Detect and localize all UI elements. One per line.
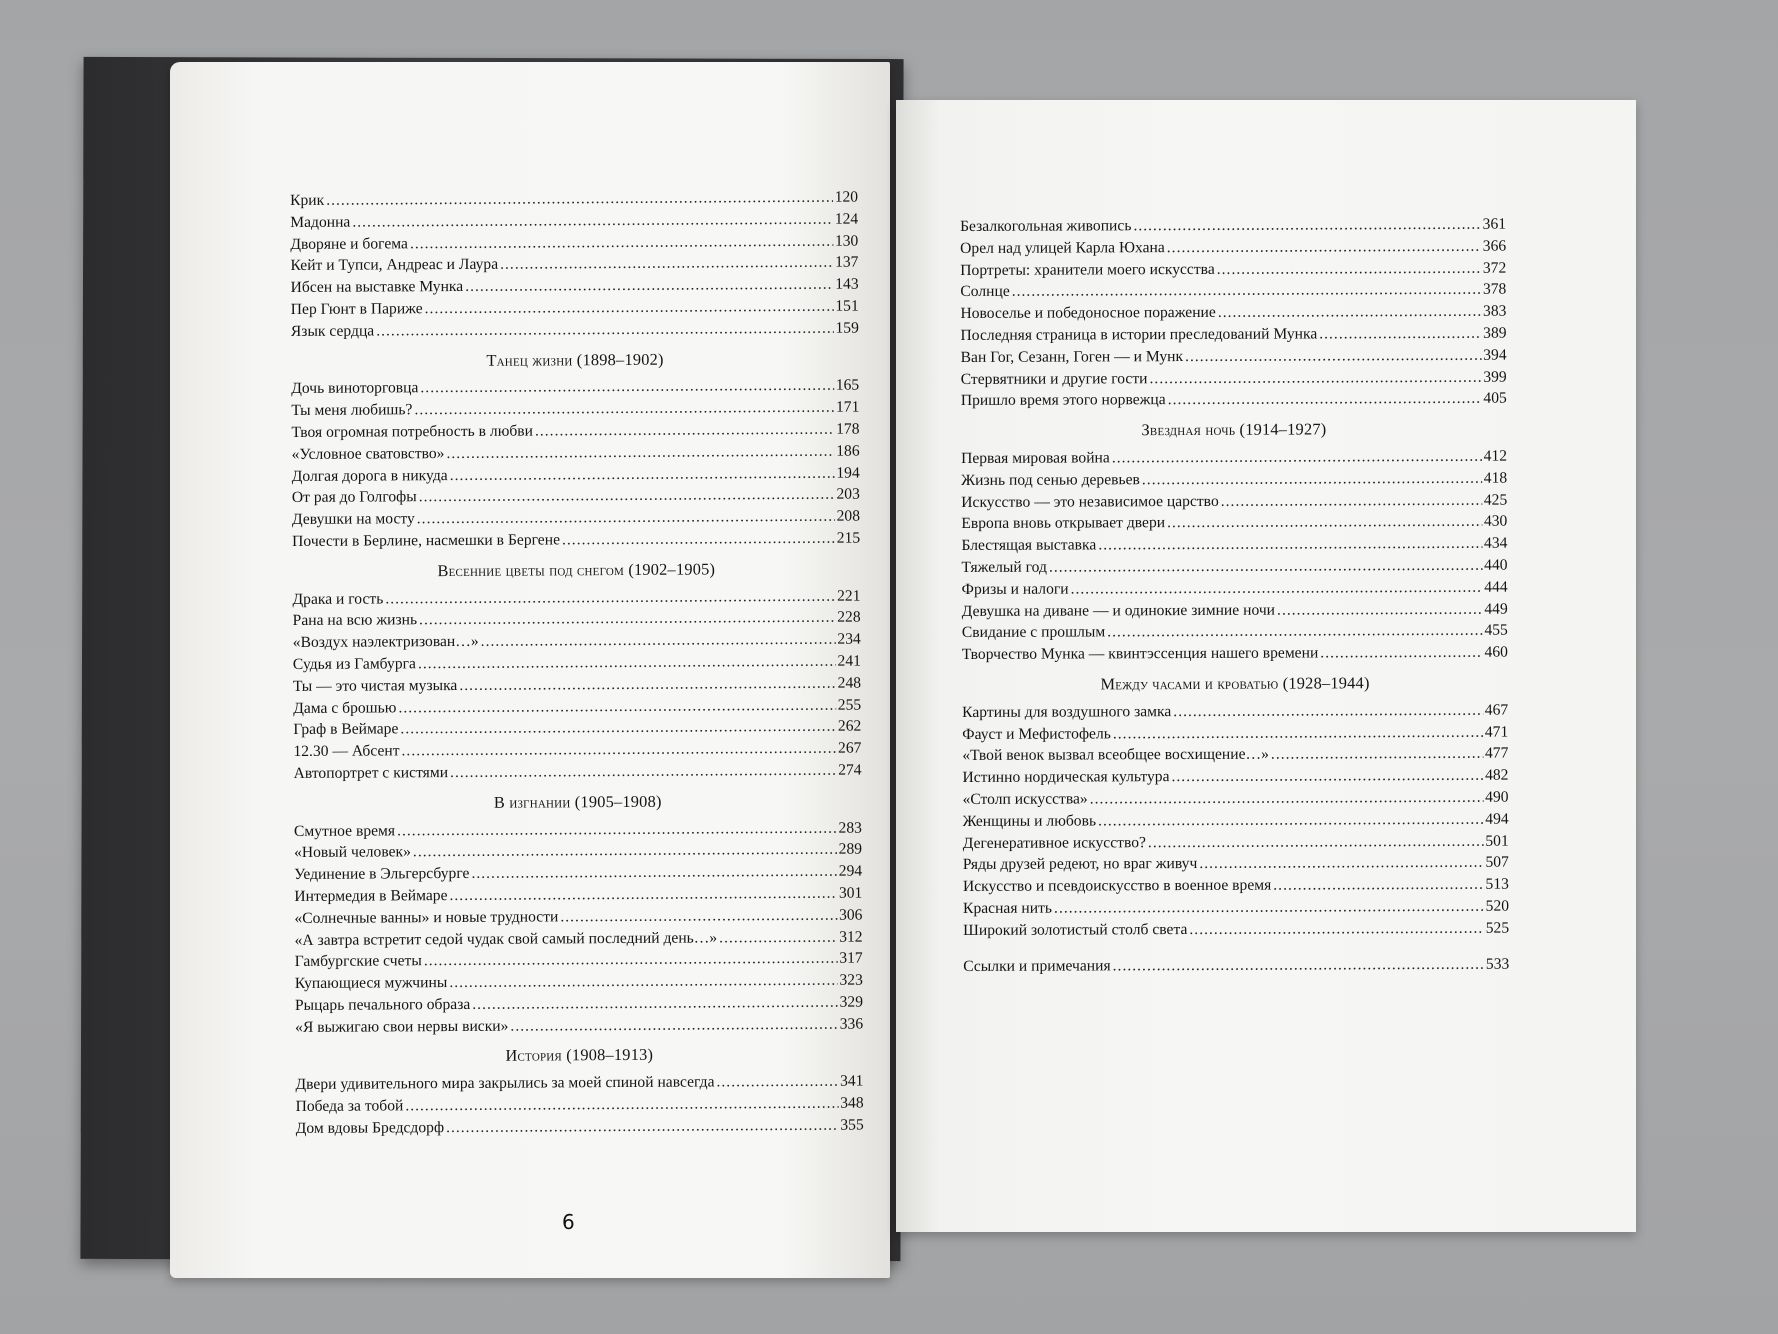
toc-entry-page: 444 <box>1484 578 1508 596</box>
toc-entry-page: 425 <box>1483 491 1508 509</box>
toc-entry-page: 434 <box>1484 534 1508 552</box>
toc-leader-dots <box>510 1013 837 1037</box>
toc-entry <box>963 874 1509 898</box>
toc-leader-dots <box>419 607 835 631</box>
toc-entry-page: 389 <box>1483 324 1507 342</box>
toc-leader-dots <box>1199 852 1483 875</box>
toc-entry-page: 248 <box>837 674 862 692</box>
toc-leader-dots <box>1054 896 1484 920</box>
section-heading: В изгнании (1905–1908) <box>493 791 662 812</box>
toc-entry-page: 159 <box>835 319 859 337</box>
page-number: 6 <box>562 1210 575 1234</box>
toc-leader-dots <box>1217 257 1481 280</box>
toc-leader-dots <box>562 528 835 551</box>
toc-entry <box>961 467 1507 491</box>
toc-entry-page: 460 <box>1484 643 1508 661</box>
toc-entry-title: Портреты: хранители моего искусства <box>960 260 1215 279</box>
toc-leader-dots <box>424 948 838 972</box>
toc-entry-page: 372 <box>1482 259 1507 277</box>
toc-entry-title: Кейт и Тупси, Андреас и Лаура <box>290 256 499 275</box>
toc-entry-title: «Воздух наэлектризован…» <box>292 632 479 652</box>
toc-entry <box>961 366 1507 390</box>
right-table-of-contents <box>960 214 1509 978</box>
toc-entry-page: 283 <box>838 819 862 837</box>
toc-leader-dots <box>417 506 835 530</box>
toc-entry-page: 361 <box>1482 215 1507 233</box>
toc-leader-dots <box>1142 467 1482 490</box>
toc-entry <box>961 344 1507 368</box>
toc-entry-page: 178 <box>836 420 860 438</box>
toc-entry-page: 336 <box>839 1015 864 1033</box>
toc-leader-dots <box>400 716 836 740</box>
toc-entry-page: 294 <box>838 862 863 880</box>
toc-entry-title: Ссылки и примечания <box>963 956 1111 975</box>
toc-entry-title: Безалкогольная живопись <box>960 217 1132 235</box>
toc-entry-title: Пер Гюнт в Париже <box>290 300 423 318</box>
toc-entry <box>962 642 1508 666</box>
toc-entry-title: Искусство — это независимое царство <box>961 492 1219 511</box>
right-page <box>896 100 1636 1232</box>
toc-entry-page: 394 <box>1483 346 1507 364</box>
section-heading: История (1908–1913) <box>505 1045 654 1066</box>
toc-leader-dots <box>1218 301 1481 324</box>
toc-leader-dots <box>352 208 833 233</box>
toc-entry <box>962 743 1508 767</box>
toc-entry-page: 378 <box>1482 281 1507 299</box>
toc-entry-page: 274 <box>838 761 862 779</box>
toc-entry-title: Рана на всю жизнь <box>292 611 418 630</box>
toc-entry-page: 186 <box>836 442 860 460</box>
toc-entry-title: Крик <box>290 191 325 209</box>
toc-entry <box>961 533 1507 557</box>
toc-entry-title: Истинно нордическая культура <box>962 768 1170 787</box>
toc-leader-dots <box>1148 830 1484 853</box>
toc-entry-title: Купающиеся мужчины <box>294 974 448 993</box>
toc-leader-dots <box>410 230 833 254</box>
toc-leader-dots <box>1149 366 1481 389</box>
toc-entry-page: 383 <box>1482 302 1507 320</box>
toc-entry-title: Гамбургские счеты <box>294 952 422 971</box>
toc-entry <box>961 446 1507 470</box>
toc-entry-page: 120 <box>834 188 859 206</box>
toc-entry-page: 255 <box>837 696 862 714</box>
toc-entry-title: Жизнь под сенью деревьев <box>961 470 1140 489</box>
toc-entry <box>962 699 1508 723</box>
left-table-of-contents <box>290 187 864 1140</box>
toc-entry-title: Интермедия в Веймаре <box>294 886 448 905</box>
toc-entry-title: Блестящая выставка <box>961 536 1097 555</box>
toc-leader-dots <box>446 1115 838 1139</box>
toc-entry-title: «Солнечные ванны» и новые трудности <box>294 908 559 927</box>
toc-leader-dots <box>1168 388 1482 411</box>
toc-leader-dots <box>1189 917 1483 940</box>
toc-entry <box>292 527 860 552</box>
toc-leader-dots <box>1273 874 1483 897</box>
toc-leader-dots <box>450 462 835 486</box>
toc-entry-page: 267 <box>837 739 862 757</box>
section-heading: Между часами и кроватью (1928–1944) <box>1100 673 1370 694</box>
toc-entry-title: Дом вдовы Бредсдорф <box>295 1118 445 1137</box>
toc-leader-dots <box>1107 620 1482 643</box>
toc-leader-dots <box>1113 721 1483 744</box>
toc-leader-dots <box>1277 598 1482 621</box>
toc-leader-dots <box>560 904 837 927</box>
toc-entry-title: «А завтра встретит седой чудак свой самый последний день…» <box>294 928 718 949</box>
toc-entry <box>963 917 1509 941</box>
toc-leader-dots <box>1173 699 1483 722</box>
toc-entry-page: 490 <box>1485 788 1509 806</box>
toc-entry-title: Фризы и налоги <box>961 580 1069 598</box>
toc-leader-dots <box>465 274 833 298</box>
toc-entry-title: Европа вновь открывает двери <box>961 514 1166 533</box>
toc-entry <box>962 721 1508 745</box>
toc-entry-page: 348 <box>840 1094 864 1112</box>
toc-entry-page: 440 <box>1484 556 1508 574</box>
toc-leader-dots <box>385 585 835 610</box>
toc-entry-title: Дегенеративное искусство? <box>962 833 1146 852</box>
toc-entry <box>963 852 1509 876</box>
toc-leader-dots <box>1113 953 1484 976</box>
toc-entry <box>291 317 859 342</box>
section-heading: Звездная ночь (1914–1927) <box>1141 419 1327 440</box>
toc-entry <box>960 279 1506 303</box>
toc-entry-page: 306 <box>838 906 863 924</box>
toc-leader-dots <box>459 672 835 696</box>
toc-entry-title: Рыцарь печального образа <box>294 995 471 1014</box>
toc-entry-page: 151 <box>835 297 859 315</box>
toc-entry-title: От рая до Голгофы <box>291 488 417 507</box>
toc-leader-dots <box>481 629 836 653</box>
toc-leader-dots <box>1112 446 1482 469</box>
toc-entry <box>962 620 1508 644</box>
toc-entry-page: 215 <box>836 529 861 547</box>
toc-entry-page: 317 <box>839 949 863 967</box>
toc-entry-page: 520 <box>1485 897 1510 915</box>
toc-leader-dots <box>1320 642 1482 665</box>
toc-entry-page: 366 <box>1482 237 1507 255</box>
toc-entry-page: 507 <box>1485 853 1509 872</box>
toc-entry-title: Драка и гость <box>292 589 384 608</box>
toc-entry-page: 203 <box>836 485 860 504</box>
toc-entry-title: Стервятники и другие гости <box>960 369 1148 388</box>
toc-entry-title: Язык сердца <box>290 322 375 340</box>
toc-leader-dots <box>1098 533 1482 556</box>
toc-leader-dots <box>1319 323 1481 346</box>
toc-entry-page: 228 <box>837 608 861 627</box>
toc-entry-page: 137 <box>835 253 859 272</box>
toc-leader-dots <box>401 738 836 762</box>
toc-leader-dots <box>414 397 834 421</box>
toc-entry-title: Последняя страница в истории преследований Мунка <box>960 325 1318 344</box>
toc-entry <box>963 953 1509 977</box>
toc-entry-page: 130 <box>834 232 859 250</box>
toc-leader-dots <box>450 760 836 784</box>
toc-entry-page: 289 <box>838 840 863 858</box>
toc-entry-title: Первая мировая война <box>961 449 1110 467</box>
toc-entry <box>961 489 1507 513</box>
toc-entry <box>961 511 1507 535</box>
toc-leader-dots <box>425 296 834 320</box>
toc-entry <box>296 1114 864 1139</box>
toc-entry-page: 301 <box>838 884 863 902</box>
toc-entry <box>962 598 1508 622</box>
toc-entry <box>293 759 861 784</box>
toc-entry-title: Искусство и псевдоискусство в военное время <box>962 876 1272 896</box>
toc-entry-title: «Условное сватовство» <box>291 444 445 463</box>
toc-entry-page: 124 <box>834 210 859 228</box>
toc-entry-title: Ты меня любишь? <box>291 401 413 420</box>
toc-entry <box>962 765 1508 789</box>
toc-leader-dots <box>535 419 834 443</box>
toc-entry <box>963 830 1509 854</box>
toc-entry <box>962 787 1508 811</box>
toc-leader-dots <box>398 694 835 718</box>
toc-entry-title: Судья из Гамбурга <box>292 655 416 673</box>
toc-entry-page: 329 <box>839 993 864 1011</box>
toc-entry-title: «Столп искусства» <box>962 790 1088 808</box>
toc-entry-page: 234 <box>837 630 861 648</box>
section-heading: Танец жизни (1898–1902) <box>486 349 664 370</box>
toc-leader-dots <box>1098 808 1483 831</box>
toc-entry-title: Фауст и Мефистофель <box>962 724 1111 743</box>
toc-entry-page: 471 <box>1484 723 1509 741</box>
toc-leader-dots <box>716 1071 838 1094</box>
toc-leader-dots <box>472 992 837 1016</box>
toc-entry-page: 355 <box>840 1116 864 1134</box>
toc-entry-page: 323 <box>839 971 863 989</box>
toc-entry <box>960 301 1506 325</box>
toc-entry-title: 12.30 — Абсент <box>293 742 400 761</box>
toc-entry-page: 430 <box>1483 512 1508 531</box>
toc-entry <box>963 808 1509 832</box>
toc-entry-title: Солнце <box>960 283 1010 301</box>
toc-entry-title: Ряды друзей редеют, но враг живуч <box>962 855 1198 874</box>
toc-leader-dots <box>1049 555 1482 579</box>
toc-leader-dots <box>326 187 833 212</box>
toc-entry-title: Орел над улицей Карла Юхана <box>960 238 1165 257</box>
toc-entry-title: Ван Гог, Сезанн, Гоген — и Мунк <box>960 347 1184 366</box>
toc-entry-title: Пришло время этого норвежца <box>960 391 1166 410</box>
left-page <box>170 62 890 1278</box>
toc-entry-title: Твоя огромная потребность в любви <box>291 422 534 441</box>
toc-entry-page: 418 <box>1483 469 1508 487</box>
toc-leader-dots <box>419 484 835 508</box>
toc-entry-title: Дворяне и богема <box>290 234 408 253</box>
toc-entry-title: Женщины и любовь <box>962 812 1097 830</box>
toc-entry-title: Картины для воздушного замка <box>962 702 1172 721</box>
toc-entry-page: 194 <box>836 464 860 482</box>
toc-entry-page: 501 <box>1485 832 1509 850</box>
toc-entry-page: 143 <box>835 275 859 293</box>
toc-entry-page: 525 <box>1485 919 1510 937</box>
toc-entry-page: 494 <box>1485 810 1509 828</box>
toc-entry <box>961 555 1507 579</box>
toc-entry-page: 241 <box>837 652 861 670</box>
toc-leader-dots <box>1271 743 1483 766</box>
toc-entry-title: Дама с брошью <box>293 698 397 717</box>
toc-leader-dots <box>1071 576 1483 600</box>
toc-entry-title: Граф в Веймаре <box>293 720 399 739</box>
toc-leader-dots <box>1133 214 1480 237</box>
toc-entry <box>962 576 1508 600</box>
toc-entry-page: 533 <box>1485 955 1510 973</box>
toc-entry <box>960 214 1506 238</box>
toc-entry <box>961 388 1507 412</box>
toc-leader-dots <box>1171 765 1483 788</box>
toc-entry-title: Уединение в Эльгерсбурге <box>294 865 470 884</box>
toc-entry-title: Красная нить <box>962 899 1053 917</box>
toc-entry-title: Дочь виноторговца <box>291 379 419 398</box>
toc-entry-title: Двери удивительного мира закрылись за моей спиной навсегда <box>295 1073 715 1094</box>
toc-leader-dots <box>420 375 834 399</box>
toc-leader-dots <box>1221 489 1482 512</box>
toc-leader-dots <box>500 252 833 276</box>
section-heading: Весенние цветы под снегом (1902–1905) <box>437 559 716 580</box>
toc-entry-page: 341 <box>840 1072 864 1090</box>
toc-entry <box>963 896 1509 920</box>
toc-entry-title: Свидание с прошлым <box>961 623 1106 642</box>
toc-entry-title: Тяжелый год <box>961 558 1047 576</box>
toc-entry-title: Девушки на мосту <box>291 510 415 529</box>
toc-entry-page: 221 <box>837 587 861 605</box>
toc-entry-page: 399 <box>1483 368 1507 386</box>
toc-entry-title: Победа за тобой <box>295 1097 404 1116</box>
toc-entry-page: 412 <box>1483 447 1508 465</box>
toc-entry-title: Смутное время <box>293 821 396 840</box>
toc-leader-dots <box>449 883 837 907</box>
toc-leader-dots <box>1167 511 1482 534</box>
toc-entry-page: 477 <box>1484 744 1509 763</box>
toc-leader-dots <box>719 926 837 949</box>
toc-entry-page: 262 <box>837 717 862 735</box>
toc-leader-dots <box>397 817 837 841</box>
toc-entry-page: 482 <box>1485 766 1509 784</box>
toc-entry-title: Широкий золотистый столб света <box>963 920 1188 939</box>
toc-entry-page: 405 <box>1483 389 1507 408</box>
toc-entry-title: Новоселье и победоносное поражение <box>960 304 1216 323</box>
toc-entry-title: «Твой венок вызвал всеобщее восхищение…» <box>962 745 1269 765</box>
toc-entry-page: 312 <box>839 928 863 946</box>
toc-entry-title: Девушка на диване — и одинокие зимние ночи <box>961 601 1276 620</box>
toc-leader-dots <box>405 1093 838 1117</box>
toc-entry-title: «Новый человек» <box>293 843 411 862</box>
toc-entry-title: Творчество Мунка — квинтэссенция нашего времени <box>961 644 1319 664</box>
toc-leader-dots <box>1167 236 1481 259</box>
toc-entry-title: Почести в Берлине, насмешки в Бергене <box>292 531 561 550</box>
toc-entry <box>295 1013 863 1038</box>
toc-entry-page: 171 <box>835 398 860 416</box>
toc-leader-dots <box>449 970 837 994</box>
toc-leader-dots <box>471 861 836 885</box>
toc-entry-title: Мадонна <box>290 213 351 231</box>
toc-leader-dots <box>418 651 836 675</box>
toc-leader-dots <box>413 839 837 863</box>
toc-leader-dots <box>1090 787 1484 811</box>
toc-entry-title: Автопортрет с кистями <box>293 763 449 782</box>
toc-entry-page: 208 <box>836 507 861 525</box>
toc-entry-title: Ибсен на выставке Мунка <box>290 278 464 297</box>
toc-leader-dots <box>446 440 834 464</box>
toc-entry <box>960 235 1506 259</box>
toc-entry-page: 165 <box>835 376 860 395</box>
toc-leader-dots <box>1012 279 1481 303</box>
toc-entry-title: «Я выжигаю свои нервы виски» <box>295 1017 509 1036</box>
toc-entry <box>960 323 1506 347</box>
toc-entry-page: 455 <box>1484 621 1508 640</box>
toc-entry <box>960 257 1506 281</box>
toc-leader-dots <box>376 317 833 342</box>
toc-entry-title: Ты — это чистая музыка <box>292 676 458 695</box>
toc-entry-page: 513 <box>1485 875 1509 893</box>
toc-entry-page: 449 <box>1484 600 1508 618</box>
toc-leader-dots <box>1185 345 1481 368</box>
toc-entry-title: Долгая дорога в никуда <box>291 466 448 485</box>
toc-entry-page: 467 <box>1484 701 1509 719</box>
